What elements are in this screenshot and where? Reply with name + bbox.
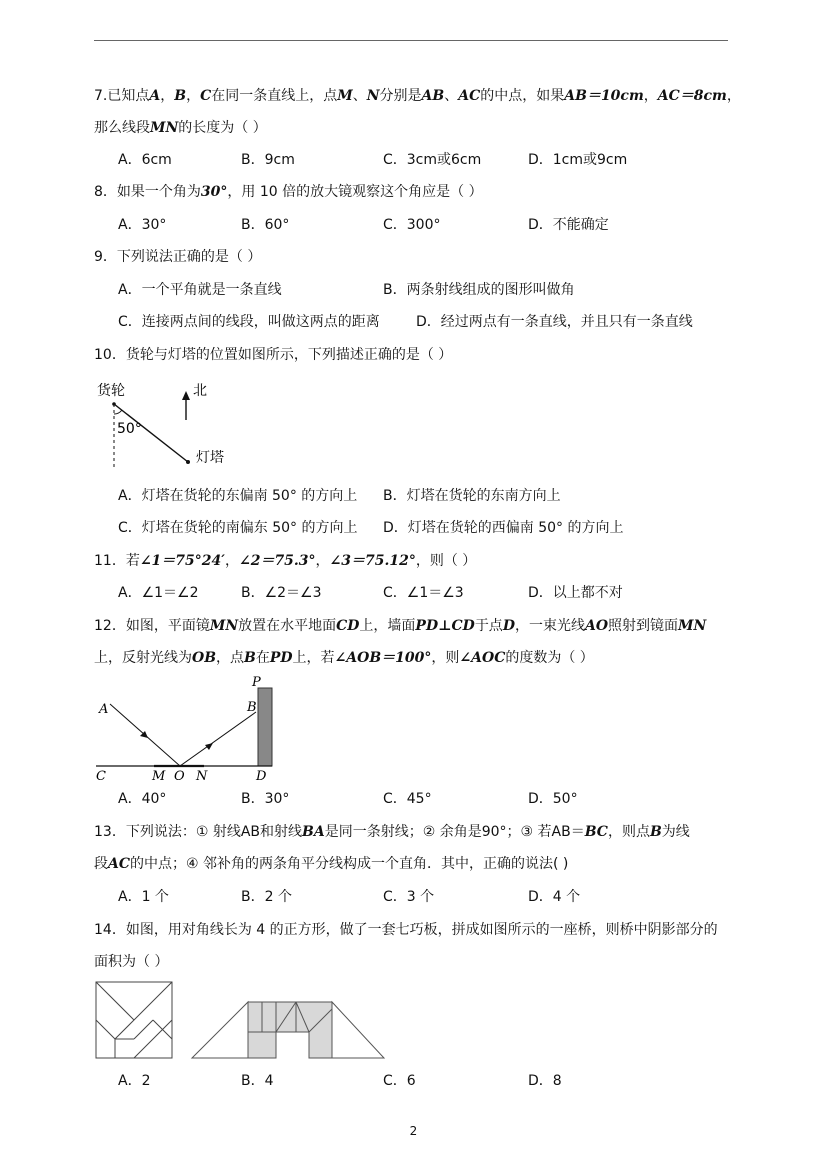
tangram-square bbox=[96, 982, 172, 1058]
q10-option-a[interactable]: A．灯塔在货轮的东偏南 50° 的方向上 bbox=[118, 488, 358, 504]
q12-option-c[interactable]: C．45° bbox=[383, 791, 432, 807]
reflected-arrow bbox=[205, 743, 213, 750]
q14-figure bbox=[96, 982, 386, 1062]
fig-label-B: B bbox=[247, 700, 257, 715]
q12-figure bbox=[94, 676, 284, 786]
fig-label-C: C bbox=[96, 769, 106, 784]
north-arrow-head bbox=[182, 391, 190, 400]
q7-option-c[interactable]: C．3cm或6cm bbox=[383, 152, 482, 168]
q13-line2: 段AC的中点；④ 邻补角的两条角平分线构成一个直角．其中，正确的说法( ) bbox=[94, 856, 569, 872]
q14-line1: 14．如图，用对角线长为 4 的正方形，做了一套七巧板，拼成如图所示的一座桥，则桥中阴影部分的 bbox=[94, 922, 718, 938]
q8-option-d[interactable]: D．不能确定 bbox=[528, 217, 609, 233]
q12-option-d[interactable]: D．50° bbox=[528, 791, 578, 807]
q13-option-a[interactable]: A．1 个 bbox=[118, 889, 169, 905]
q12-option-b[interactable]: B．30° bbox=[241, 791, 290, 807]
q13-option-b[interactable]: B．2 个 bbox=[241, 889, 292, 905]
fig-angle-label: 50° bbox=[117, 421, 142, 437]
fig-label-P: P bbox=[252, 675, 261, 690]
page-number: 2 bbox=[409, 1124, 418, 1138]
q11-option-a[interactable]: A．∠1＝∠2 bbox=[118, 585, 199, 601]
q8-option-a[interactable]: A．30° bbox=[118, 217, 167, 233]
q9-option-a[interactable]: A．一个平角就是一条直线 bbox=[118, 282, 282, 298]
tangram-bridge bbox=[192, 1002, 384, 1058]
q7-option-d[interactable]: D．1cm或9cm bbox=[528, 152, 628, 168]
reflected-ray bbox=[180, 712, 256, 766]
fig-label-A: A bbox=[99, 702, 109, 717]
q14-option-b[interactable]: B．4 bbox=[241, 1073, 274, 1089]
q13-option-c[interactable]: C．3 个 bbox=[383, 889, 435, 905]
q11-option-b[interactable]: B．∠2＝∠3 bbox=[241, 585, 322, 601]
q7-option-a[interactable]: A．6cm bbox=[118, 152, 172, 168]
fig-label-O: O bbox=[174, 769, 185, 784]
q9-stem: 9．下列说法正确的是（ ） bbox=[94, 249, 262, 265]
q9-option-b[interactable]: B．两条射线组成的图形叫做角 bbox=[383, 282, 575, 298]
angle-arc bbox=[114, 410, 122, 414]
q9-option-d[interactable]: D．经过两点有一条直线，并且只有一条直线 bbox=[416, 314, 693, 330]
q8-stem: 8．如果一个角为30°，用 10 倍的放大镜观察这个角应是（ ） bbox=[94, 184, 483, 200]
wall bbox=[258, 688, 272, 766]
q9-option-c[interactable]: C．连接两点间的线段，叫做这两点的距离 bbox=[118, 314, 380, 330]
q7-option-b[interactable]: B．9cm bbox=[241, 152, 295, 168]
header-rule bbox=[94, 40, 728, 41]
q10-option-c[interactable]: C．灯塔在货轮的南偏东 50° 的方向上 bbox=[118, 520, 358, 536]
q10-stem: 10．货轮与灯塔的位置如图所示，下列描述正确的是（ ） bbox=[94, 347, 453, 363]
q7-line1: 7.已知点A，B，C在同一条直线上，点M、N分别是AB、AC的中点，如果AB＝10cm，AC＝8cm， bbox=[94, 88, 741, 104]
q13-line1: 13．下列说法：① 射线AB和射线BA是同一条射线；② 余角是90°；③ 若AB＝BC，则点B为线 bbox=[94, 824, 690, 840]
fig-label-M: M bbox=[152, 769, 166, 784]
q14-option-c[interactable]: C．6 bbox=[383, 1073, 416, 1089]
q8-option-c[interactable]: C．300° bbox=[383, 217, 441, 233]
q10-figure bbox=[94, 378, 274, 473]
q14-option-d[interactable]: D．8 bbox=[528, 1073, 562, 1089]
q10-option-d[interactable]: D．灯塔在货轮的西偏南 50° 的方向上 bbox=[383, 520, 624, 536]
q12-line2: 上，反射光线为OB，点B在PD上，若∠AOB＝100°，则∠AOC的度数为（ ） bbox=[94, 650, 594, 666]
q13-option-d[interactable]: D．4 个 bbox=[528, 889, 581, 905]
fig-label-N: N bbox=[196, 769, 208, 784]
q8-option-b[interactable]: B．60° bbox=[241, 217, 290, 233]
q11-option-c[interactable]: C．∠1＝∠3 bbox=[383, 585, 464, 601]
fig-label-D: D bbox=[256, 769, 267, 784]
fig-ship-label: 货轮 bbox=[97, 383, 125, 399]
lighthouse-point bbox=[186, 460, 190, 464]
fig-lighthouse-label: 灯塔 bbox=[196, 450, 224, 466]
q14-option-a[interactable]: A．2 bbox=[118, 1073, 151, 1089]
q12-option-a[interactable]: A．40° bbox=[118, 791, 167, 807]
q11-stem: 11．若∠1＝75°24′，∠2＝75.3°，∠3＝75.12°，则（ ） bbox=[94, 553, 477, 569]
q7-line2: 那么线段MN的长度为（ ） bbox=[94, 120, 267, 136]
q11-option-d[interactable]: D．以上都不对 bbox=[528, 585, 623, 601]
fig-north-label: 北 bbox=[193, 383, 207, 399]
q14-line2: 面积为（ ） bbox=[94, 954, 169, 970]
q12-line1: 12．如图，平面镜MN放置在水平地面CD上，墙面PD⊥CD于点D，一束光线AO照射到镜面MN bbox=[94, 618, 707, 634]
q10-option-b[interactable]: B．灯塔在货轮的东南方向上 bbox=[383, 488, 561, 504]
